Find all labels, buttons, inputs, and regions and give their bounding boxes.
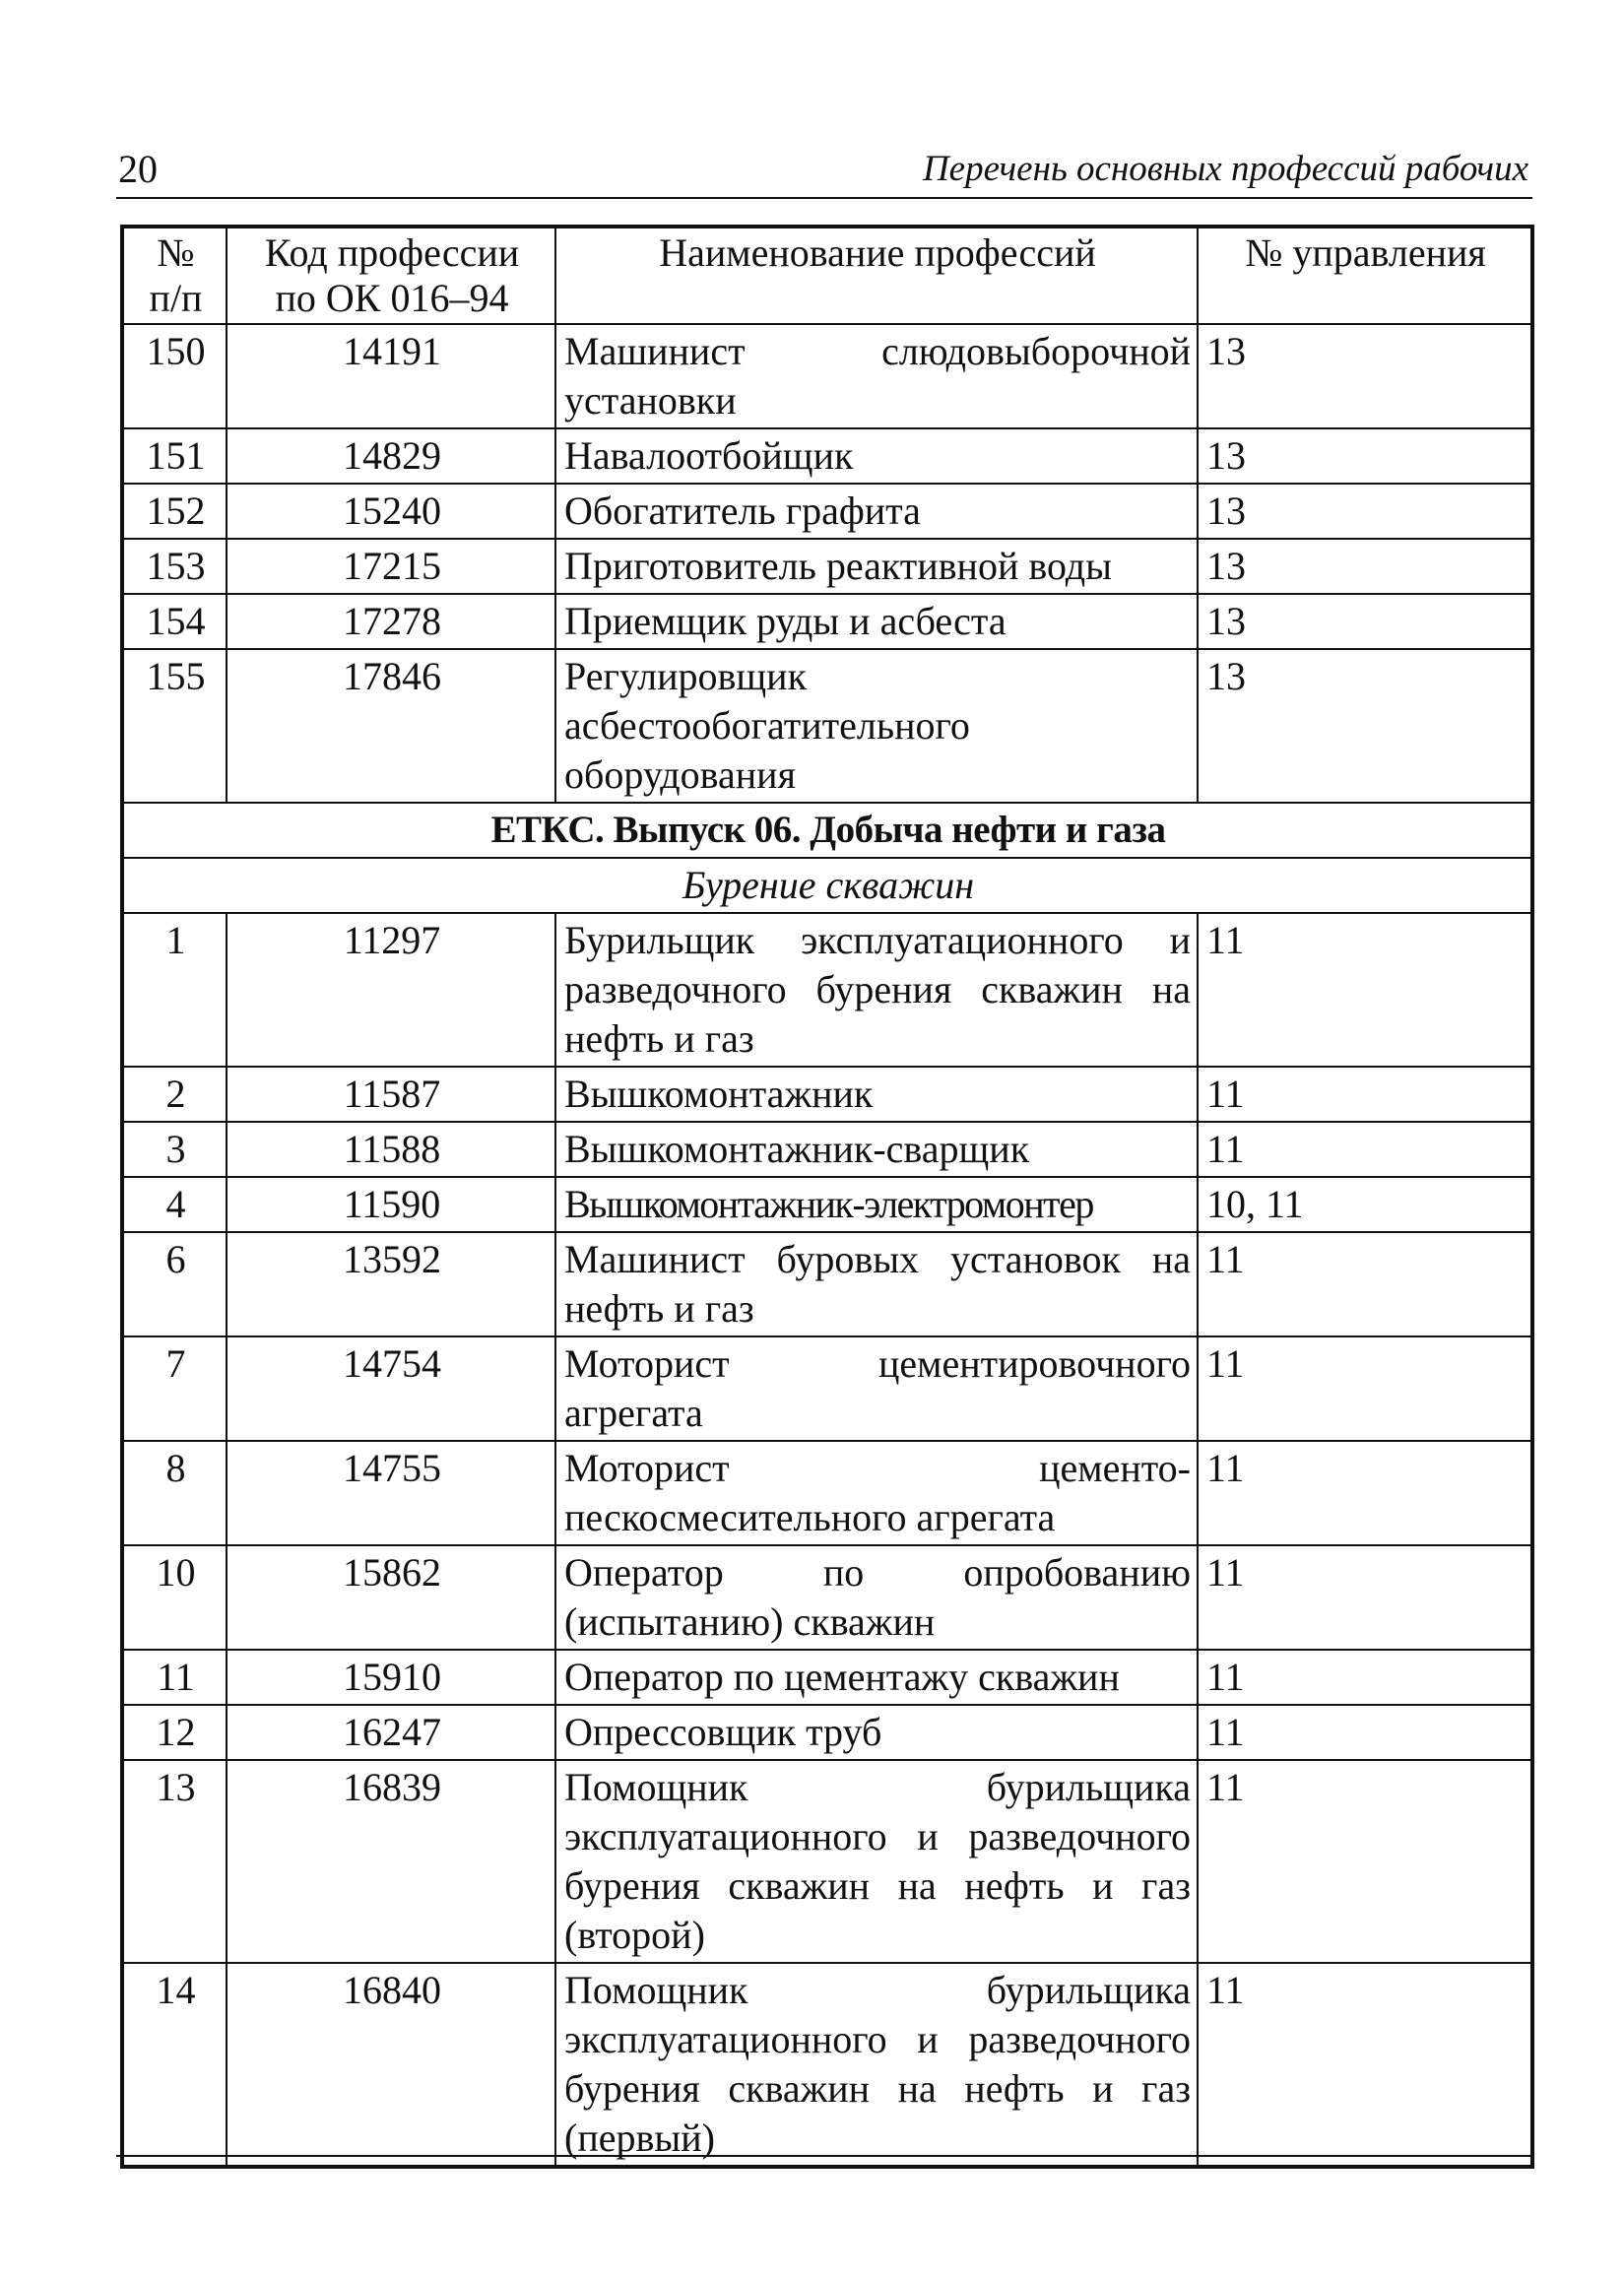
profession-name-cell: Вышкомонтажник-электромонтер xyxy=(555,1177,1198,1232)
row-number-cell: 6 xyxy=(122,1232,227,1336)
table-row xyxy=(122,1177,1532,1232)
profession-code-cell: 11297 xyxy=(227,913,555,1067)
profession-code-cell: 16247 xyxy=(227,1705,555,1760)
table-row xyxy=(122,1545,1532,1650)
section-row xyxy=(122,803,1532,858)
row-number-cell: 153 xyxy=(122,539,227,594)
profession-code-cell: 15862 xyxy=(227,1545,555,1650)
department-number-cell: 13 xyxy=(1198,539,1532,594)
profession-name-cell: Регулировщик асбестообогатительного оборудования xyxy=(555,649,1198,803)
row-number-cell: 10 xyxy=(122,1545,227,1650)
table-row xyxy=(122,1336,1532,1441)
profession-name-cell: Вышкомонтажник xyxy=(555,1067,1198,1122)
table-row xyxy=(122,1232,1532,1336)
page-number: 20 xyxy=(118,147,158,191)
column-header-code-line2: по ОК 016–94 xyxy=(275,276,509,320)
profession-name-cell: Моторист цементировочного агрегата xyxy=(555,1336,1198,1441)
column-header-no xyxy=(122,227,227,324)
profession-code-cell: 17215 xyxy=(227,539,555,594)
profession-name-cell: Помощник бурильщика эксплуатационного и разведочного бурения скважин на нефть и газ (второй) xyxy=(555,1760,1198,1963)
row-number-cell: 2 xyxy=(122,1067,227,1122)
row-number-cell: 3 xyxy=(122,1122,227,1177)
department-number-cell: 11 xyxy=(1198,1650,1532,1705)
table-row xyxy=(122,539,1532,594)
column-header-name: Наименование профессий xyxy=(555,227,1198,324)
row-number-cell: 8 xyxy=(122,1441,227,1545)
bottom-rule xyxy=(116,2155,1532,2157)
table-header-row xyxy=(122,227,1532,324)
profession-name-cell: Приготовитель реактивной воды xyxy=(555,539,1198,594)
row-number-cell: 1 xyxy=(122,913,227,1067)
profession-name-cell: Машинист буровых установок на нефть и газ xyxy=(555,1232,1198,1336)
profession-name-cell: Моторист цементо-пескосмесительного агрегата xyxy=(555,1441,1198,1545)
profession-code-cell: 17846 xyxy=(227,649,555,803)
department-number-cell: 10, 11 xyxy=(1198,1177,1532,1232)
profession-name-cell: Помощник бурильщика эксплуатационного и разведочного бурения скважин на нефть и газ (первый) xyxy=(555,1963,1198,2167)
profession-code-cell: 11590 xyxy=(227,1177,555,1232)
column-header-no-line2: п/п xyxy=(149,276,203,320)
table-row xyxy=(122,428,1532,484)
row-number-cell: 150 xyxy=(122,324,227,428)
column-header-dept: № управления xyxy=(1198,227,1532,324)
table-row xyxy=(122,1441,1532,1545)
rows-top xyxy=(122,324,1532,803)
table-row xyxy=(122,1067,1532,1122)
profession-name-cell: Навалоотбойщик xyxy=(555,428,1198,484)
profession-code-cell: 11587 xyxy=(227,1067,555,1122)
row-number-cell: 151 xyxy=(122,428,227,484)
profession-name-cell: Машинист слюдовыборочной установки xyxy=(555,324,1198,428)
column-header-no-line1: № xyxy=(157,230,195,275)
professions-table xyxy=(120,225,1534,2169)
department-number-cell: 11 xyxy=(1198,1705,1532,1760)
profession-code-cell: 15910 xyxy=(227,1650,555,1705)
department-number-cell: 13 xyxy=(1198,428,1532,484)
table-row xyxy=(122,1122,1532,1177)
row-number-cell: 154 xyxy=(122,594,227,649)
department-number-cell: 11 xyxy=(1198,1232,1532,1336)
profession-name-cell: Вышкомонтажник-сварщик xyxy=(555,1122,1198,1177)
department-number-cell: 11 xyxy=(1198,1545,1532,1650)
row-number-cell: 11 xyxy=(122,1650,227,1705)
row-number-cell: 13 xyxy=(122,1760,227,1963)
rows-bottom xyxy=(122,913,1532,2167)
column-header-code xyxy=(227,227,555,324)
profession-name-cell: Приемщик руды и асбеста xyxy=(555,594,1198,649)
running-title: Перечень основных профессий рабочих xyxy=(922,149,1528,189)
row-number-cell: 14 xyxy=(122,1963,227,2167)
department-number-cell: 13 xyxy=(1198,324,1532,428)
row-number-cell: 7 xyxy=(122,1336,227,1441)
department-number-cell: 11 xyxy=(1198,1963,1532,2167)
department-number-cell: 11 xyxy=(1198,913,1532,1067)
profession-code-cell: 11588 xyxy=(227,1122,555,1177)
table-row xyxy=(122,1650,1532,1705)
table-row xyxy=(122,1705,1532,1760)
department-number-cell: 11 xyxy=(1198,1067,1532,1122)
table-row xyxy=(122,324,1532,428)
profession-code-cell: 16839 xyxy=(227,1760,555,1963)
profession-name-cell: Бурильщик эксплуатационного и разведочного бурения скважин на нефть и газ xyxy=(555,913,1198,1067)
page-header xyxy=(116,146,1532,199)
subsection-row xyxy=(122,858,1532,913)
column-header-code-line1: Код профессии xyxy=(264,230,520,275)
subsection-title: Бурение скважин xyxy=(122,858,1532,913)
department-number-cell: 11 xyxy=(1198,1336,1532,1441)
profession-name-cell: Обогатитель графита xyxy=(555,484,1198,539)
profession-code-cell: 14191 xyxy=(227,324,555,428)
row-number-cell: 4 xyxy=(122,1177,227,1232)
profession-code-cell: 14755 xyxy=(227,1441,555,1545)
profession-name-cell: Оператор по опробованию (испытанию) скважин xyxy=(555,1545,1198,1650)
profession-name-cell: Оператор по цементажу скважин xyxy=(555,1650,1198,1705)
profession-code-cell: 17278 xyxy=(227,594,555,649)
profession-code-cell: 14829 xyxy=(227,428,555,484)
profession-name-cell: Опрессовщик труб xyxy=(555,1705,1198,1760)
department-number-cell: 13 xyxy=(1198,484,1532,539)
row-number-cell: 12 xyxy=(122,1705,227,1760)
row-number-cell: 155 xyxy=(122,649,227,803)
profession-code-cell: 16840 xyxy=(227,1963,555,2167)
profession-code-cell: 13592 xyxy=(227,1232,555,1336)
table-row xyxy=(122,594,1532,649)
department-number-cell: 11 xyxy=(1198,1122,1532,1177)
table-row xyxy=(122,484,1532,539)
section-title: ЕТКС. Выпуск 06. Добыча нефти и газа xyxy=(122,803,1532,858)
table-row xyxy=(122,649,1532,803)
table-row xyxy=(122,913,1532,1067)
department-number-cell: 11 xyxy=(1198,1760,1532,1963)
profession-code-cell: 14754 xyxy=(227,1336,555,1441)
row-number-cell: 152 xyxy=(122,484,227,539)
profession-code-cell: 15240 xyxy=(227,484,555,539)
department-number-cell: 13 xyxy=(1198,649,1532,803)
department-number-cell: 13 xyxy=(1198,594,1532,649)
table-row xyxy=(122,1963,1532,2167)
department-number-cell: 11 xyxy=(1198,1441,1532,1545)
table-row xyxy=(122,1760,1532,1963)
